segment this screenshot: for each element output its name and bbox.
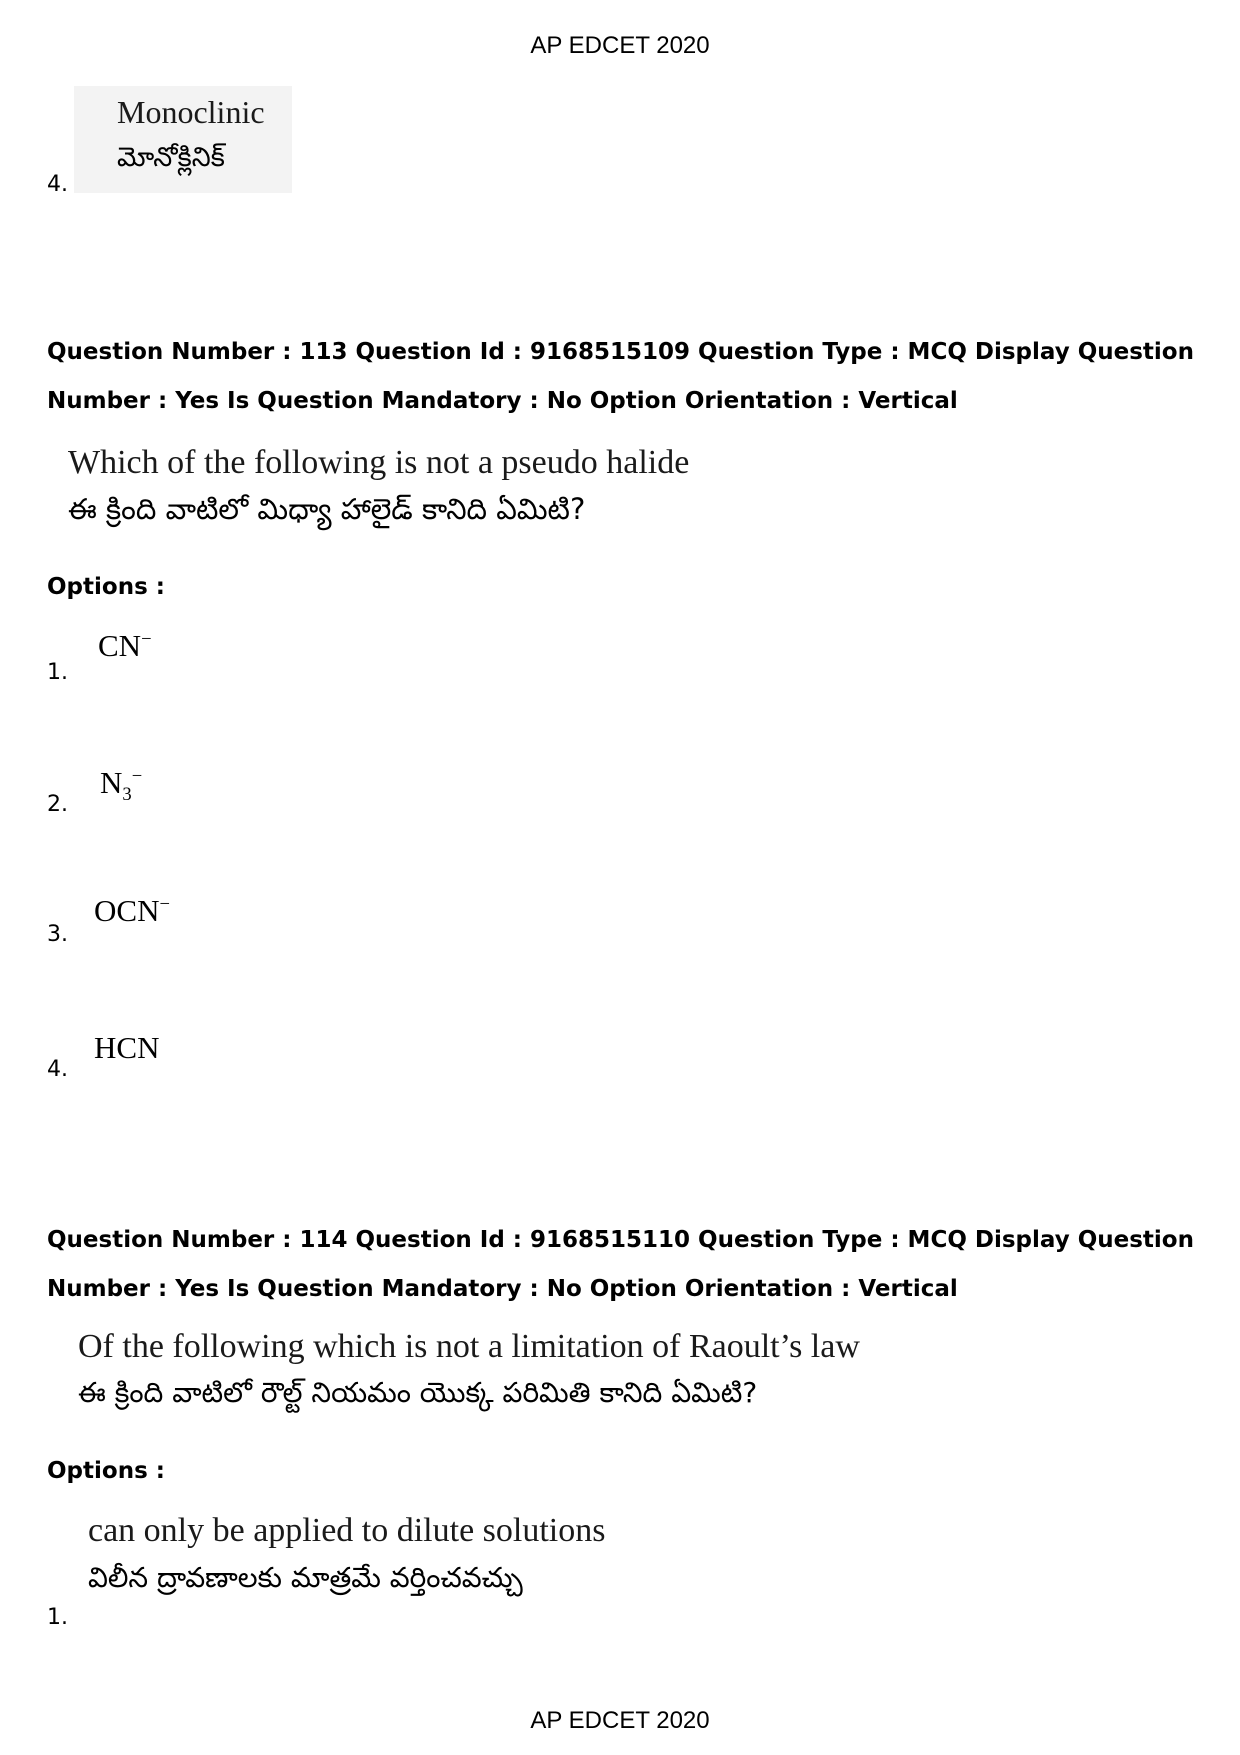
option-text-english: can only be applied to dilute solutions	[88, 1512, 606, 1549]
option-number: 3.	[47, 922, 68, 947]
question-meta-line-1: Question Number : 113 Question Id : 9168515109 Question Type : MCQ Display Question	[47, 339, 1194, 365]
formula-charge: −	[131, 765, 143, 787]
option-number: 1.	[47, 1605, 68, 1630]
question-text-english: Which of the following is not a pseudo halide	[68, 444, 690, 481]
option-image	[74, 86, 292, 193]
option-text-telugu: మోనోక్లినిక్	[117, 142, 225, 173]
option-number: 2.	[47, 792, 68, 817]
options-label: Options :	[47, 1458, 165, 1484]
option-number: 4.	[47, 172, 68, 197]
question-meta	[47, 328, 1207, 426]
options-label: Options :	[47, 574, 165, 600]
option-formula	[98, 628, 152, 664]
option-formula	[94, 893, 170, 929]
option-text-telugu: విలీన ద్రావణాలకు మాత్రమే వర్తించవచ్చు	[88, 1561, 523, 1594]
question-text-english: Of the following which is not a limitation of Raoult’s law	[78, 1328, 860, 1365]
question-meta	[47, 1216, 1207, 1314]
page-header: AP EDCET 2020	[530, 32, 710, 59]
formula-base: HCN	[94, 1030, 160, 1065]
option-formula	[94, 1030, 159, 1066]
formula-subscript: 3	[122, 784, 132, 806]
formula-charge: −	[141, 628, 152, 650]
formula-base: OCN	[94, 893, 160, 928]
question-meta-line-2: Number : Yes Is Question Mandatory : No Option Orientation : Vertical	[47, 1276, 958, 1302]
option-formula	[100, 765, 142, 806]
formula-charge: −	[159, 893, 170, 915]
option-number: 1.	[47, 660, 68, 685]
formula-base: N	[100, 765, 123, 800]
option-text-english: Monoclinic	[117, 94, 265, 130]
question-meta-line-1: Question Number : 114 Question Id : 9168515110 Question Type : MCQ Display Question	[47, 1227, 1194, 1253]
question-text-telugu: ఈ క్రింది వాటిలో మిధ్యా హాలైడ్ కానిది ఏమిటి?	[68, 492, 586, 526]
page-footer: AP EDCET 2020	[530, 1707, 710, 1734]
question-text-telugu: ఈ క్రింది వాటిలో రౌల్ట్ నియమం యొక్క పరిమితి కానిది ఏమిటి?	[78, 1376, 758, 1409]
question-meta-line-2: Number : Yes Is Question Mandatory : No Option Orientation : Vertical	[47, 388, 958, 414]
option-number: 4.	[47, 1057, 68, 1082]
formula-base: CN	[98, 628, 142, 663]
